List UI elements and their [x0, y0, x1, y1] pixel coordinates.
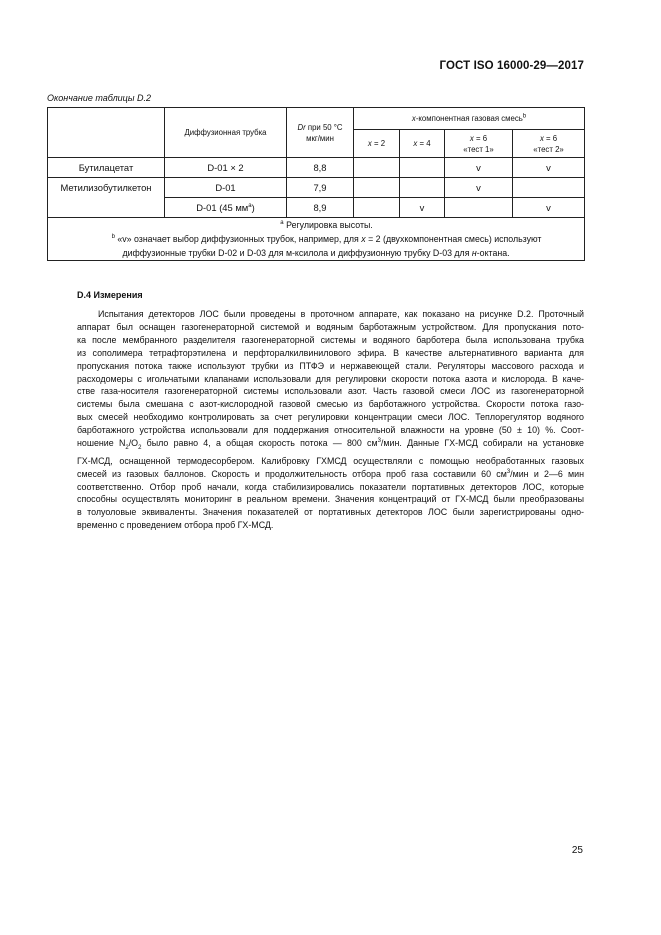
table-caption: Окончание таблицы D.2 — [47, 93, 151, 103]
cell-tube: D-01 — [165, 178, 287, 198]
cell-compound: Метилизобутилкетон — [48, 178, 165, 218]
header-compound — [48, 108, 165, 158]
footnote-b-continued: диффузионные трубки D-02 и D-03 для м-ксилола и диффузионную трубку D-03 для н-октана. — [122, 248, 510, 258]
paragraph-line: Испытания детекторов ЛОС были проведены в проточном аппарате, как показано на рисунке D.2. Проточный — [98, 309, 584, 319]
paragraph-line: из сополимера тетрафторэтилена и перфторалкилвинилового эфира. В качестве альтернативного варианта для — [77, 347, 584, 358]
cell-x2 — [354, 198, 400, 218]
cell-dr: 7,9 — [287, 178, 354, 198]
document-code: ГОСТ ISO 16000-29—2017 — [439, 60, 584, 72]
cell-tube: D-01 (45 $мм^a$) — [165, 198, 287, 218]
paragraph-line-rate: смесей из газовых баллонов. Скорость и продолжительность отбора проб газа составили 60 $см^3$/мин и 2—6 мин — [77, 468, 584, 479]
paragraph-line: временно с проведением отбора проб ГХ-МСД. — [77, 520, 274, 531]
cell-x6-test1: v — [445, 158, 513, 178]
cell-x2 — [354, 178, 400, 198]
header-x6-test1: x = 6 «тест 1» — [445, 130, 513, 158]
paragraph-line: способны осуществлять мониторинг в реальном времени. Значения концентраций от ГХ-МСД были преобразованы — [77, 494, 584, 505]
header-dr: Dr при 50 °C мкг/мин — [287, 108, 354, 158]
cell-x4 — [400, 158, 445, 178]
cell-dr: 8,8 — [287, 158, 354, 178]
paragraph-line: в толуоловые эквиваленты. Значения показателей от портативных детекторов ЛОС были зарегистрированы одно- — [77, 507, 584, 518]
paragraph-line: барботажного устройства использовали для поддержания относительной влажности на уровне (50 ± 10) %. Соот- — [77, 425, 584, 436]
paragraph-line: аппарат был оснащен газогенераторной системой и водяным барботажным устройством. Для пропускания пото- — [77, 321, 584, 332]
cell-x4: v — [400, 198, 445, 218]
footnote-b: $^b$ «v» означает выбор диффузионных трубок, например, для x = 2 (двухкомпонентная смесь) используют — [111, 234, 542, 244]
paragraph-line: ГХ-МСД, оснащенной термодесорбером. Калибровку ГХМСД осуществляли с помощью необработанных газовых — [77, 455, 584, 466]
paragraph-line: ка после мембранного разделителя газогенераторной системы и водяного барботера была использована трубка — [77, 334, 584, 345]
header-x2: x = 2 — [354, 130, 400, 158]
cell-x4 — [400, 178, 445, 198]
header-tube: Диффузионная трубка — [165, 108, 287, 158]
paragraph-line: системы была смешана с азот-кислородной газовой смесью из барботажного устройства. Скорости потока газо- — [77, 399, 584, 410]
cell-dr: 8,9 — [287, 198, 354, 218]
section-title: D.4 Измерения — [77, 290, 143, 300]
table-row — [48, 158, 585, 178]
cell-compound: Бутилацетат — [48, 158, 165, 178]
cell-x2 — [354, 158, 400, 178]
table-row — [48, 178, 585, 198]
cell-x6-test1 — [445, 198, 513, 218]
footnote-a: $^a$ Регулировка высоты. — [280, 220, 373, 230]
paragraph-line: расходомеры с игольчатыми клапанами использовали для регулировки скорости потока азота и кислорода. В каче- — [77, 373, 584, 384]
header-x6-test2: x = 6 «тест 2» — [513, 130, 585, 158]
header-x4: x = 4 — [400, 130, 445, 158]
cell-x6-test1: v — [445, 178, 513, 198]
data-table — [47, 107, 585, 261]
paragraph-line: вых смесей необходимо контролировать за счет регулировки концентрации смеси ЛОС. Теплорегулятор водяного — [77, 412, 584, 423]
table-footnotes — [48, 218, 585, 261]
page-number: 25 — [571, 845, 583, 856]
header-mixture: x-компонентная газовая смесь$^b$ — [354, 108, 585, 130]
cell-x6-test2: v — [513, 198, 585, 218]
section-body — [77, 308, 584, 532]
paragraph-line: стве газа-носителя газогенераторной системы использовали азот. Часть газовой смеси ЛОС из газогенераторной — [77, 386, 584, 397]
cell-x6-test2 — [513, 178, 585, 198]
cell-tube: D-01 × 2 — [165, 158, 287, 178]
paragraph-line-ratio: ношение $N_2/O_2$ было равно 4, а общая скорость потока — 800 $см^3$/мин. Данные ГХ-МСД собирали на установке — [77, 438, 584, 451]
paragraph-line: пропускания потока также используют трубки из ПТФЭ и нержавеющей стали. Регуляторы массового расхода и — [77, 360, 584, 371]
paragraph-line: соответственно. Отбор проб начали, когда стабилизировались показатели портативных детекторов ЛОС, которые — [77, 481, 584, 492]
cell-x6-test2: v — [513, 158, 585, 178]
